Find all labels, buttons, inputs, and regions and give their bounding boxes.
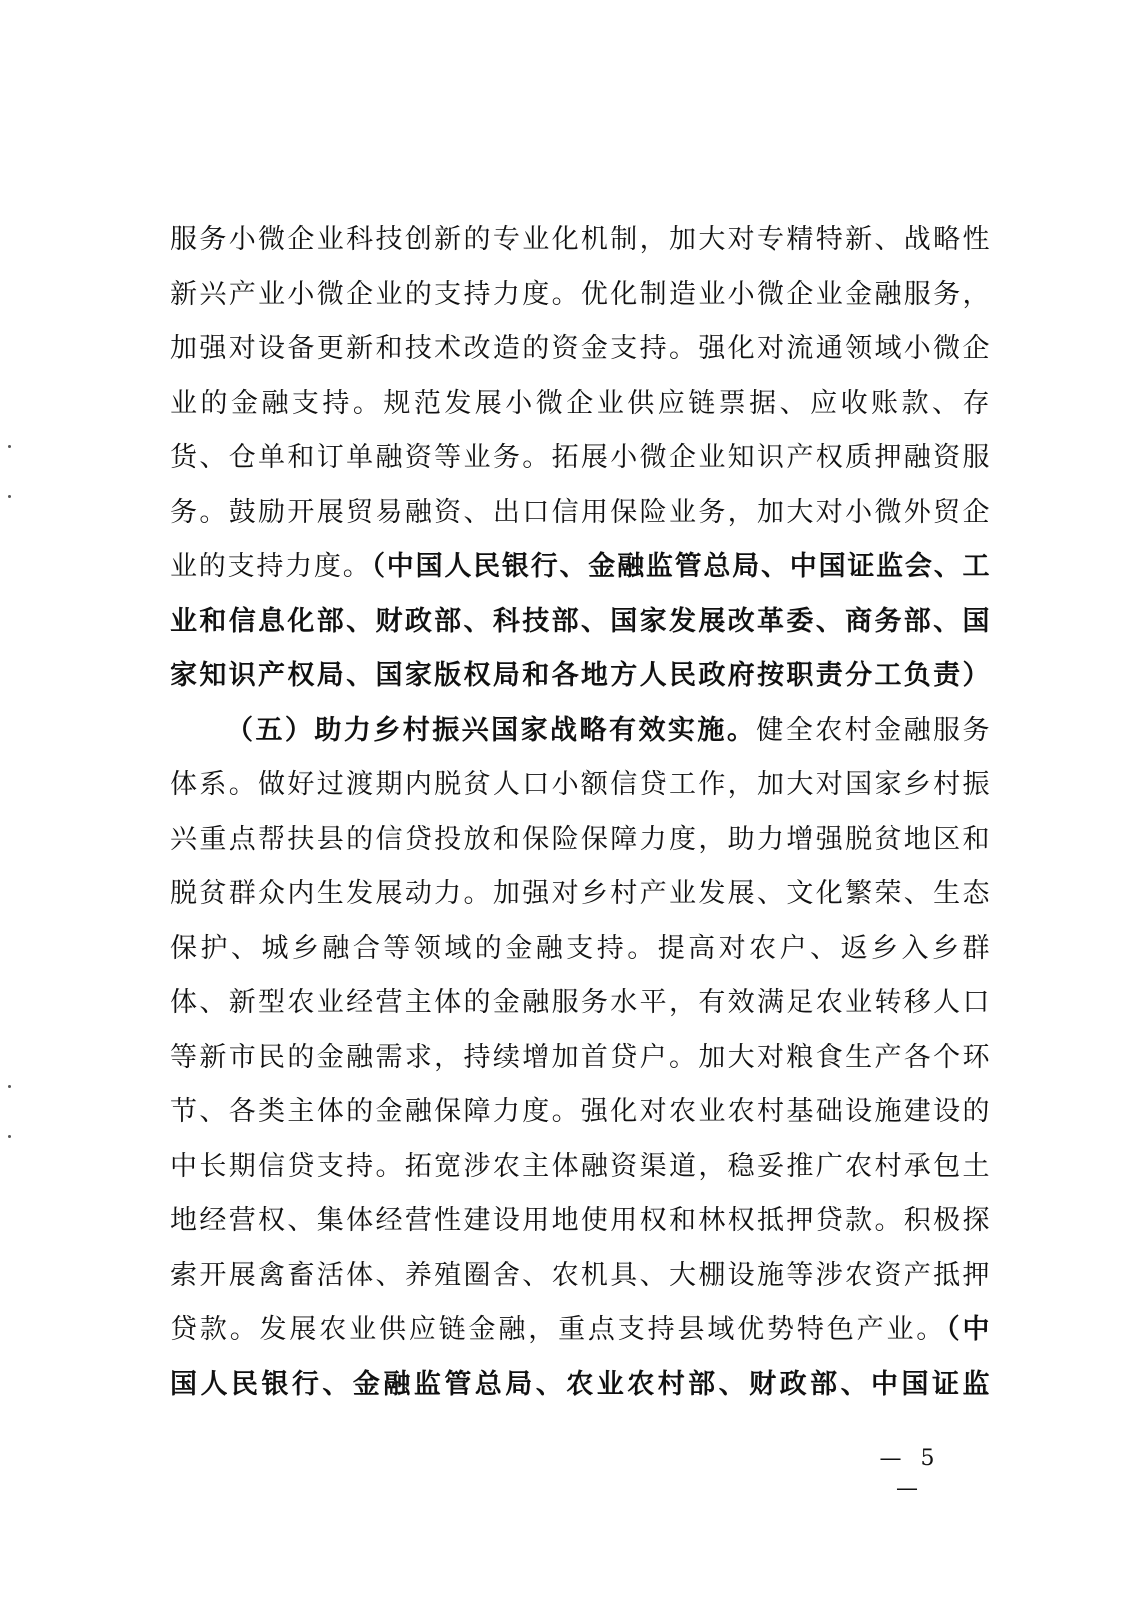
text-line: 货、仓单和订单融资等业务。拓展小微企业知识产权质押融资服 [170,442,990,473]
responsibility-note: 国人民银行、金融监管总局、农业农村部、财政部、中国证监 [170,1368,990,1400]
scan-mark [8,445,11,448]
text-line: 地经营权、集体经营性建设用地使用权和林权抵押贷款。积极探 [170,1205,990,1236]
text-line: 脱贫群众内生发展动力。加强对乡村产业发展、文化繁荣、生态 [170,878,990,909]
page-number: — 5 — [879,1446,941,1501]
text-line: 加强对设备更新和技术改造的资金支持。强化对流通领域小微企 [170,333,990,364]
body-text [170,213,990,1412]
responsibility-note: （中 [946,1314,991,1345]
responsibility-note: （中国人民银行、金融监管总局、中国证监会、工 [371,551,990,582]
text-line [170,540,990,595]
section-heading-line [170,704,990,759]
section-heading: （五）助力乡村振兴国家战略有效实施。 [226,714,757,746]
text-segment: 业的支持力度。 [170,551,372,582]
text-line: 体、新型农业经营主体的金融服务水平，有效满足农业转移人口 [170,987,990,1018]
scan-mark [8,495,11,498]
responsibility-note: 业和信息化部、财政部、科技部、国家发展改革委、商务部、国 [170,605,990,637]
text-line: 新兴产业小微企业的支持力度。优化制造业小微企业金融服务， [170,278,990,310]
text-line: 节、各类主体的金融保障力度。强化对农业农村基础设施建设的 [170,1096,990,1127]
text-line: 索开展禽畜活体、养殖圈舍、农机具、大棚设施等涉农资产抵押 [170,1259,990,1291]
responsibility-note: 家知识产权局、国家版权局和各地方人民政府按职责分工负责） [170,660,990,691]
text-line: 体系。做好过渡期内脱贫人口小额信贷工作，加大对国家乡村振 [170,769,990,800]
text-line: 保护、城乡融合等领域的金融支持。提高对农户、返乡入乡群 [170,932,990,964]
scan-mark [8,1135,11,1138]
text-line [170,1303,990,1358]
text-line: 业的金融支持。规范发展小微企业供应链票据、应收账款、存 [170,387,990,419]
text-line: 中长期信贷支持。拓宽涉农主体融资渠道，稳妥推广农村承包土 [170,1150,990,1182]
scan-mark [8,1085,11,1088]
text-line: 兴重点帮扶县的信贷投放和保险保障力度，助力增强脱贫地区和 [170,823,990,855]
text-line: 服务小微企业科技创新的专业化机制，加大对专精特新、战略性 [170,224,990,255]
text-line: 等新市民的金融需求，持续增加首贷户。加大对粮食生产各个环 [170,1041,990,1073]
text-segment: 贷款。发展农业供应链金融，重点支持县域优势特色产业。 [170,1314,947,1345]
text-line: 务。鼓励开展贸易融资、出口信用保险业务，加大对小微外贸企 [170,496,990,528]
text-segment: 健全农村金融服务 [756,714,991,746]
